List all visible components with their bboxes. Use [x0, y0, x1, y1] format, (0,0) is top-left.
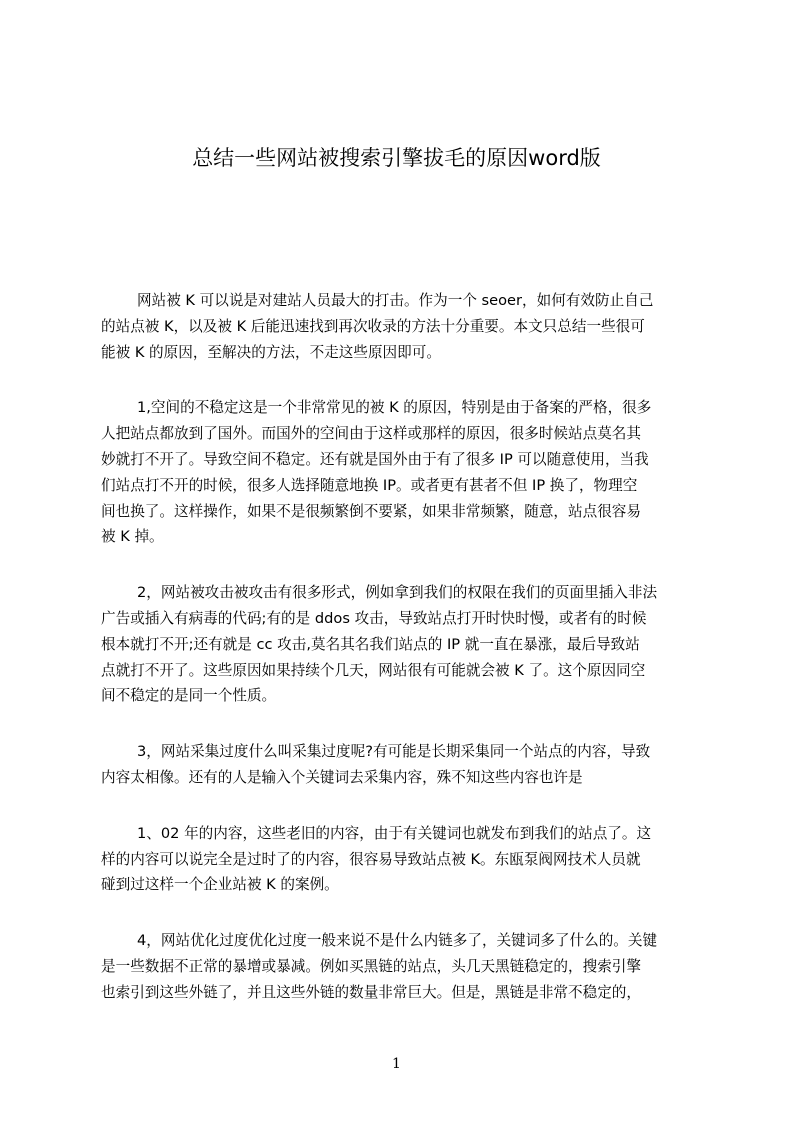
text-line: 的站点被 K，以及被 K 后能迅速找到再次收录的方法十分重要。本文只总结一些很可	[101, 317, 645, 335]
paragraph-reason-4	[101, 928, 706, 1005]
text-line: 间不稳定的是同一个性质。	[101, 687, 277, 705]
paragraph-intro	[101, 288, 706, 365]
paragraph-reason-2	[101, 580, 706, 709]
document-body	[101, 288, 706, 1036]
text-line: 内容太相像。还有的人是输入个关键词去采集内容，殊不知这些内容也许是	[101, 768, 583, 786]
text-line: 被 K 掉。	[101, 528, 164, 546]
text-line: 点就打不开了。这些原因如果持续个几天，网站很有可能就会被 K 了。这个原因同空	[101, 661, 646, 679]
text-line: 网站被 K 可以说是对建站人员最大的打击。作为一个 seoer，如何有效防止自己	[137, 292, 654, 309]
text-line: 4，网站优化过度优化过度一般来说不是什么内链多了，关键词多了什么的。关键	[137, 932, 658, 950]
text-line: 也索引到这些外链了，并且这些外链的数量非常巨大。但是，黑链是非常不稳定的，	[101, 983, 641, 1001]
text-line: 1,空间的不稳定这是一个非常常见的被 K 的原因，特别是由于备案的严格，很多	[137, 399, 652, 417]
text-line: 妙就打不开了。导致空间不稳定。还有就是国外由于有了很多 IP 可以随意使用，当我	[101, 450, 649, 468]
text-line: 们站点打不开的时候，很多人选择随意地换 IP。或者更有甚者不但 IP 换了，物理空	[101, 476, 638, 494]
text-line: 间也换了。这样操作，如果不是很频繁倒不要紧，如果非常频繁，随意，站点很容易	[101, 502, 641, 520]
text-line: 1、02 年的内容，这些老旧的内容，由于有关键词也就发布到我们的站点了。这	[137, 824, 652, 842]
page-number: 1	[392, 1056, 401, 1072]
document-title: 总结一些网站被搜索引擎拔毛的原因word版	[192, 146, 601, 170]
text-line: 碰到过这样一个企业站被 K 的案例。	[101, 876, 339, 894]
text-line: 是一些数据不正常的暴增或暴减。例如买黑链的站点，头几天黑链稳定的，搜索引擎	[101, 957, 641, 975]
text-line: 样的内容可以说完全是过时了的内容，很容易导致站点被 K。东瓯泵阀网技术人员就	[101, 850, 641, 868]
text-line: 能被 K 的原因，至解决的方法，不走这些原因即可。	[101, 343, 441, 361]
text-line: 根本就打不开;还有就是 cc 攻击,莫名其名我们站点的 IP 就一直在暴涨，最后导致站	[101, 635, 640, 653]
text-line: 2，网站被攻击被攻击有很多形式，例如拿到我们的权限在我们的页面里插入非法	[137, 584, 658, 602]
paragraph-reason-1	[101, 395, 706, 550]
paragraph-reason-3	[101, 739, 706, 791]
text-line: 3，网站采集过度什么叫采集过度呢?有可能是长期采集同一个站点的内容，导致	[137, 743, 651, 761]
text-line: 人把站点都放到了国外。而国外的空间由于这样或那样的原因，很多时候站点莫名其	[101, 425, 641, 443]
text-line: 广告或插入有病毒的代码;有的是 ddos 攻击，导致站点打开时快时慢，或者有的时候	[101, 609, 647, 627]
paragraph-reason-3-continued	[101, 821, 706, 898]
